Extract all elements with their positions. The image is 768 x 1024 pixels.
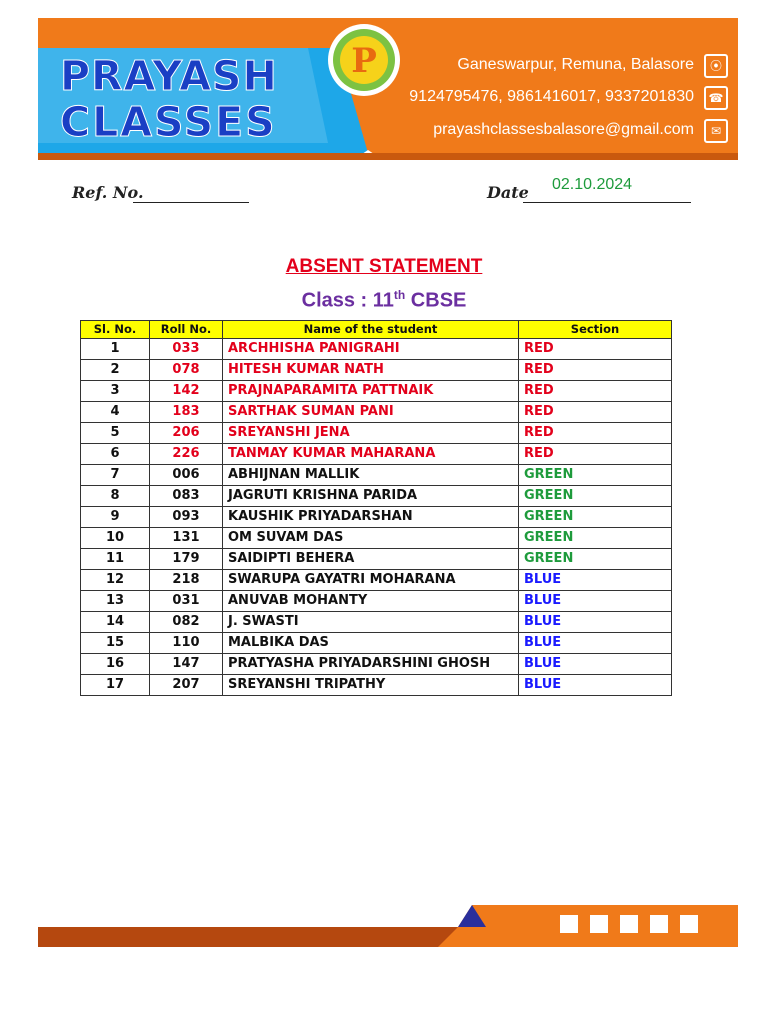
student-name-cell: KAUSHIK PRIYADARSHAN <box>223 507 519 528</box>
table-row <box>81 339 672 360</box>
student-name-cell: PRATYASHA PRIYADARSHINI GHOSH <box>223 654 519 675</box>
table-row <box>81 675 672 696</box>
brand-name-line1: PRAYASH <box>60 52 278 100</box>
roll-number-cell: 179 <box>150 549 223 570</box>
roll-number-cell: 147 <box>150 654 223 675</box>
table-row <box>81 381 672 402</box>
student-name-cell: J. SWASTI <box>223 612 519 633</box>
roll-number-cell: 110 <box>150 633 223 654</box>
table-header-row <box>81 321 672 339</box>
roll-number-cell: 218 <box>150 570 223 591</box>
roll-number-cell: 031 <box>150 591 223 612</box>
roll-number-cell: 183 <box>150 402 223 423</box>
roll-number-cell: 083 <box>150 486 223 507</box>
table-row <box>81 465 672 486</box>
phone-icon: ☎ <box>704 86 728 110</box>
class-board: CBSE <box>405 289 467 312</box>
section-cell: RED <box>519 423 672 444</box>
roll-number-cell: 093 <box>150 507 223 528</box>
section-cell: GREEN <box>519 549 672 570</box>
logo-letter: P <box>351 41 377 81</box>
serial-number-cell: 6 <box>81 444 150 465</box>
roll-number-cell: 206 <box>150 423 223 444</box>
student-name-cell: JAGRUTI KRISHNA PARIDA <box>223 486 519 507</box>
student-name-cell: SREYANSHI TRIPATHY <box>223 675 519 696</box>
student-name-cell: OM SUVAM DAS <box>223 528 519 549</box>
serial-number-cell: 8 <box>81 486 150 507</box>
student-name-cell: PRAJNAPARAMITA PATTNAIK <box>223 381 519 402</box>
student-name-cell: ARCHHISHA PANIGRAHI <box>223 339 519 360</box>
student-name-cell: SWARUPA GAYATRI MOHARANA <box>223 570 519 591</box>
section-cell: BLUE <box>519 675 672 696</box>
roll-number-cell: 006 <box>150 465 223 486</box>
brand-name-line2: CLASSES <box>60 98 277 146</box>
ref-no-line <box>133 202 249 203</box>
student-name-cell: ABHIJNAN MALLIK <box>223 465 519 486</box>
header-roll-no: Roll No. <box>150 321 223 339</box>
address-text: Ganeswarpur, Remuna, Balasore <box>457 56 694 73</box>
student-name-cell: HITESH KUMAR NATH <box>223 360 519 381</box>
roll-number-cell: 082 <box>150 612 223 633</box>
serial-number-cell: 15 <box>81 633 150 654</box>
section-cell: RED <box>519 381 672 402</box>
location-pin-icon: ⦿ <box>704 54 728 78</box>
roll-number-cell: 131 <box>150 528 223 549</box>
serial-number-cell: 11 <box>81 549 150 570</box>
table-body <box>81 339 672 696</box>
section-cell: RED <box>519 360 672 381</box>
student-name-cell: SAIDIPTI BEHERA <box>223 549 519 570</box>
section-cell: GREEN <box>519 465 672 486</box>
student-name-cell: MALBIKA DAS <box>223 633 519 654</box>
student-name-cell: SREYANSHI JENA <box>223 423 519 444</box>
student-name-cell: SARTHAK SUMAN PANI <box>223 402 519 423</box>
section-cell: GREEN <box>519 528 672 549</box>
serial-number-cell: 12 <box>81 570 150 591</box>
section-cell: BLUE <box>519 591 672 612</box>
section-cell: BLUE <box>519 654 672 675</box>
serial-number-cell: 5 <box>81 423 150 444</box>
email-address[interactable]: prayashclassesbalasore@gmail.com <box>433 121 694 138</box>
date-value: 02.10.2024 <box>552 176 633 193</box>
class-prefix: Class : 11 <box>301 289 394 312</box>
roll-number-cell: 207 <box>150 675 223 696</box>
serial-number-cell: 4 <box>81 402 150 423</box>
section-cell: GREEN <box>519 507 672 528</box>
serial-number-cell: 16 <box>81 654 150 675</box>
footer-banner-graphic <box>38 905 738 947</box>
serial-number-cell: 2 <box>81 360 150 381</box>
table-row <box>81 591 672 612</box>
table-row <box>81 486 672 507</box>
serial-number-cell: 10 <box>81 528 150 549</box>
ref-no-label: Ref. No. <box>72 183 144 202</box>
table-row <box>81 402 672 423</box>
roll-number-cell: 078 <box>150 360 223 381</box>
serial-number-cell: 17 <box>81 675 150 696</box>
section-cell: RED <box>519 339 672 360</box>
letterhead-header <box>38 18 738 160</box>
roll-number-cell: 226 <box>150 444 223 465</box>
mail-icon: ✉ <box>704 119 728 143</box>
table-row <box>81 633 672 654</box>
class-subtitle <box>0 288 768 313</box>
table-row <box>81 570 672 591</box>
student-name-cell: ANUVAB MOHANTY <box>223 591 519 612</box>
date-label: Date <box>487 183 529 202</box>
serial-number-cell: 9 <box>81 507 150 528</box>
phone-numbers: 9124795476, 9861416017, 9337201830 <box>409 88 694 105</box>
section-cell: RED <box>519 402 672 423</box>
header-sl-no: Sl. No. <box>81 321 150 339</box>
table-row <box>81 528 672 549</box>
serial-number-cell: 7 <box>81 465 150 486</box>
date-line <box>523 202 691 203</box>
header-section: Section <box>519 321 672 339</box>
table-row <box>81 612 672 633</box>
letterhead-footer <box>38 905 738 947</box>
logo <box>326 22 402 98</box>
roll-number-cell: 142 <box>150 381 223 402</box>
document-title <box>0 256 768 278</box>
header-student-name: Name of the student <box>223 321 519 339</box>
table-row <box>81 549 672 570</box>
class-superscript: th <box>393 288 406 302</box>
section-cell: BLUE <box>519 570 672 591</box>
table-row <box>81 444 672 465</box>
table-row <box>81 654 672 675</box>
document-title-text: ABSENT STATEMENT <box>285 256 483 277</box>
roll-number-cell: 033 <box>150 339 223 360</box>
student-name-cell: TANMAY KUMAR MAHARANA <box>223 444 519 465</box>
section-cell: BLUE <box>519 612 672 633</box>
table-row <box>81 507 672 528</box>
table-row <box>81 423 672 444</box>
section-cell: RED <box>519 444 672 465</box>
section-cell: BLUE <box>519 633 672 654</box>
section-cell: GREEN <box>519 486 672 507</box>
serial-number-cell: 3 <box>81 381 150 402</box>
table-row <box>81 360 672 381</box>
absent-students-table <box>80 320 672 696</box>
serial-number-cell: 14 <box>81 612 150 633</box>
serial-number-cell: 1 <box>81 339 150 360</box>
serial-number-cell: 13 <box>81 591 150 612</box>
